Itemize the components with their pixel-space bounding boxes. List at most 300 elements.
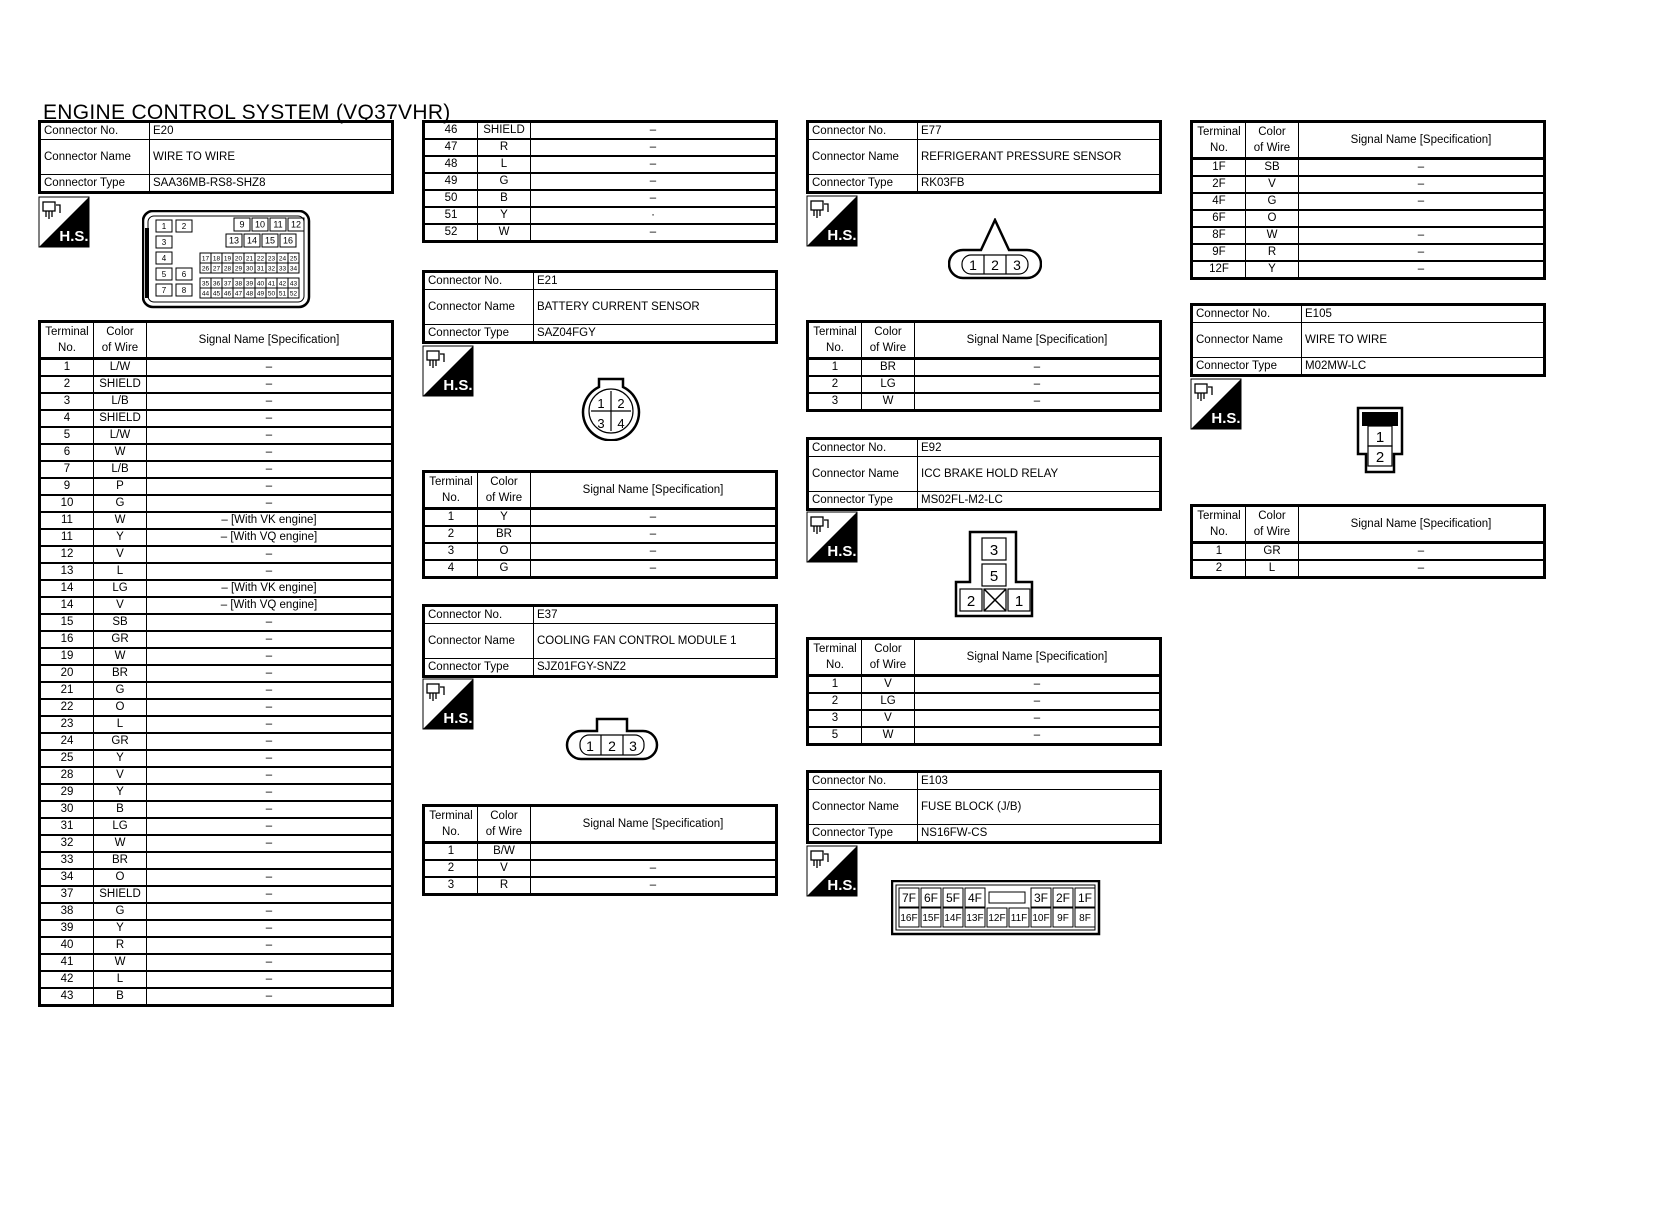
table-row (40, 682, 393, 699)
table-row (40, 359, 393, 377)
signal-name-cell: – (147, 444, 393, 461)
signal-name-cell: – (531, 224, 777, 242)
signal-name-cell: – (147, 716, 393, 733)
signal-name-cell: – (147, 631, 393, 648)
signal-name-cell: – (915, 710, 1161, 727)
harness-side-icon (422, 678, 474, 730)
terminal-no-header: Terminal No. (808, 639, 862, 676)
terminal-no-cell: 28 (40, 767, 94, 784)
signal-name-cell: – (915, 393, 1161, 411)
pin-label: 26 (201, 265, 210, 273)
table-row (40, 801, 393, 818)
wire-color-cell: V (94, 597, 147, 614)
terminal-no-cell: 10 (40, 495, 94, 512)
table-row (40, 818, 393, 835)
pin-label: 1 (597, 396, 605, 411)
page-title: ENGINE CONTROL SYSTEM (VQ37VHR) (43, 101, 451, 124)
pin-label: 13F (966, 913, 984, 925)
pin-label: 31 (256, 265, 265, 273)
table-row (40, 767, 393, 784)
wire-color-cell: G (1246, 193, 1299, 210)
terminal-no-cell: 19 (40, 648, 94, 665)
table-row (40, 461, 393, 478)
terminal-no-cell: 8F (1192, 227, 1246, 244)
terminal-no-cell: 49 (424, 173, 478, 190)
table-row (40, 869, 393, 886)
table-row (40, 512, 393, 529)
signal-name-cell: – (147, 784, 393, 801)
terminal-no-cell: 34 (40, 869, 94, 886)
table-row (40, 495, 393, 512)
pin-label: 19 (223, 255, 232, 263)
connector-type-label: Connector Type (808, 175, 918, 193)
terminal-no-cell: 24 (40, 733, 94, 750)
table-row (40, 699, 393, 716)
signal-name-cell: – (1299, 227, 1545, 244)
signal-name-cell: – (531, 509, 777, 527)
terminal-no-cell: 21 (40, 682, 94, 699)
pin-label: 5 (989, 568, 999, 585)
signal-name-cell: – (147, 563, 393, 580)
terminal-table-e21 (422, 470, 778, 579)
pin-label: 3F (1033, 890, 1049, 905)
wire-color-cell: O (94, 869, 147, 886)
connector-name-value: WIRE TO WIRE (1302, 323, 1545, 358)
connector-e77-diagram (948, 218, 1042, 286)
pin-label: 49 (256, 290, 265, 298)
terminal-no-cell: 1 (808, 676, 862, 694)
terminal-table-e20 (38, 320, 394, 1007)
table-row (424, 877, 777, 895)
pin-label: 1 (161, 221, 167, 231)
pin-label: 38 (234, 280, 243, 288)
table-row (40, 937, 393, 954)
table-row (40, 835, 393, 852)
connector-type-label: Connector Type (424, 325, 534, 343)
pin-label: 1 (969, 257, 977, 273)
connector-e103-header (806, 770, 1162, 844)
signal-name-cell: – (531, 877, 777, 895)
table-row (808, 676, 1161, 694)
signal-name-cell: – (147, 410, 393, 427)
color-header: Color of Wire (862, 639, 915, 676)
table-row (424, 560, 777, 578)
terminal-no-cell: 37 (40, 886, 94, 903)
table-row (808, 693, 1161, 710)
signal-name-cell: – (915, 376, 1161, 393)
signal-name-cell: – (915, 727, 1161, 745)
pin-label: 6 (181, 269, 187, 279)
terminal-no-cell: 2 (40, 376, 94, 393)
wire-color-cell: V (1246, 176, 1299, 193)
connector-e20-diagram (142, 210, 312, 310)
wire-color-cell: GR (94, 631, 147, 648)
terminal-no-cell: 3 (808, 393, 862, 411)
signal-header: Signal Name [Specification] (915, 639, 1161, 676)
table-row (424, 190, 777, 207)
connector-e77-header (806, 120, 1162, 194)
signal-name-cell: – (531, 156, 777, 173)
table-row (808, 727, 1161, 745)
wire-color-cell: R (478, 877, 531, 895)
signal-name-cell: – (147, 920, 393, 937)
harness-side-icon (422, 345, 474, 397)
pin-label: 45 (212, 290, 221, 298)
terminal-no-cell: 3 (808, 710, 862, 727)
table-row (40, 648, 393, 665)
signal-name-cell: – (147, 682, 393, 699)
pin-label: 8 (181, 285, 187, 295)
wire-color-cell: BR (94, 852, 147, 869)
signal-name-cell: – (147, 835, 393, 852)
pin-label: 12 (290, 219, 302, 230)
connector-no-label: Connector No. (808, 772, 918, 790)
signal-header: Signal Name [Specification] (915, 322, 1161, 359)
terminal-no-cell: 6 (40, 444, 94, 461)
wire-color-cell: P (94, 478, 147, 495)
wire-color-cell: B (478, 190, 531, 207)
color-header: Color of Wire (862, 322, 915, 359)
signal-name-cell: – (147, 478, 393, 495)
pin-label: 5F (945, 890, 961, 905)
signal-name-cell: – (147, 665, 393, 682)
connector-type-value: M02MW-LC (1302, 358, 1545, 376)
terminal-no-cell: 3 (424, 877, 478, 895)
connector-name-label: Connector Name (808, 457, 918, 492)
terminal-no-cell: 4F (1192, 193, 1246, 210)
pin-label: 3 (629, 738, 637, 754)
signal-name-cell: – (531, 173, 777, 190)
signal-name-cell: – (531, 860, 777, 877)
pin-label: 10 (254, 219, 266, 230)
terminal-table-e105 (1190, 504, 1546, 579)
table-row (40, 886, 393, 903)
table-row (40, 988, 393, 1006)
wire-color-cell: LG (862, 376, 915, 393)
pin-label: 36 (212, 280, 221, 288)
pin-label: 10F (1032, 913, 1050, 925)
wire-color-cell: L/B (94, 393, 147, 410)
connector-name-label: Connector Name (808, 790, 918, 825)
signal-header: Signal Name [Specification] (531, 472, 777, 509)
terminal-no-cell: 2 (424, 526, 478, 543)
connector-type-label: Connector Type (808, 492, 918, 510)
signal-name-cell (147, 852, 393, 869)
pin-label: 51 (278, 290, 287, 298)
table-row (40, 631, 393, 648)
harness-side-icon (806, 195, 858, 247)
signal-name-cell: – (1299, 244, 1545, 261)
pin-label: 11F (1010, 913, 1028, 925)
table-row (424, 207, 777, 224)
table-row (1192, 227, 1545, 244)
wire-color-cell: SB (1246, 159, 1299, 177)
wire-color-cell: SHIELD (478, 122, 531, 140)
wire-color-cell: L (94, 971, 147, 988)
terminal-no-header: Terminal No. (1192, 506, 1246, 543)
connector-e21-diagram (575, 373, 647, 441)
connector-name-value: ICC BRAKE HOLD RELAY (918, 457, 1161, 492)
table-row (40, 529, 393, 546)
signal-name-cell: – (147, 971, 393, 988)
pin-label: 3 (989, 542, 999, 559)
terminal-no-cell: 33 (40, 852, 94, 869)
pin-label: 6F (923, 890, 939, 905)
wire-color-cell: G (478, 560, 531, 578)
wire-color-cell: LG (94, 580, 147, 597)
terminal-no-cell: 5 (40, 427, 94, 444)
connector-e37-header (422, 604, 778, 678)
connector-type-value: SJZ01FGY-SNZ2 (534, 659, 777, 677)
wire-color-cell: LG (94, 818, 147, 835)
terminal-table-e77 (806, 320, 1162, 412)
terminal-no-cell: 3 (424, 543, 478, 560)
pin-label: 40 (256, 280, 265, 288)
connector-no-label: Connector No. (1192, 305, 1302, 323)
pin-label: 33 (278, 265, 287, 273)
terminal-table-e37 (422, 804, 778, 896)
terminal-no-cell: 29 (40, 784, 94, 801)
pin-label: 1 (1014, 593, 1024, 610)
terminal-no-cell: 15 (40, 614, 94, 631)
hs-label: H.S. (827, 543, 857, 560)
signal-name-cell: – (147, 801, 393, 818)
signal-name-cell: – (531, 543, 777, 560)
terminal-no-header: Terminal No. (424, 472, 478, 509)
terminal-no-cell: 52 (424, 224, 478, 242)
wire-color-cell: Y (478, 509, 531, 527)
wire-color-cell: Y (94, 750, 147, 767)
wire-color-cell: L/W (94, 427, 147, 444)
terminal-no-cell: 50 (424, 190, 478, 207)
table-row (40, 716, 393, 733)
terminal-no-cell: 47 (424, 139, 478, 156)
pin-label: 39 (245, 280, 254, 288)
connector-no-value: E21 (534, 272, 777, 290)
harness-side-icon (1190, 378, 1242, 430)
pin-label: 37 (223, 280, 232, 288)
table-row (40, 478, 393, 495)
connector-no-label: Connector No. (808, 122, 918, 140)
pin-label: 9 (239, 219, 245, 230)
pin-label: 1F (1077, 890, 1093, 905)
pin-label: 4F (967, 890, 983, 905)
terminal-no-cell: 43 (40, 988, 94, 1006)
wire-color-cell: W (94, 648, 147, 665)
connector-name-label: Connector Name (808, 140, 918, 175)
table-row (40, 665, 393, 682)
pin-label: 41 (267, 280, 276, 288)
pin-label: 2 (617, 396, 625, 411)
table-row (1192, 176, 1545, 193)
terminal-no-cell: 39 (40, 920, 94, 937)
wire-color-cell: BR (478, 526, 531, 543)
table-row (40, 954, 393, 971)
table-row (40, 376, 393, 393)
pin-label: 4 (617, 416, 625, 431)
wire-color-cell: G (94, 903, 147, 920)
signal-name-cell: – (147, 427, 393, 444)
wire-color-cell: G (94, 495, 147, 512)
wire-color-cell: V (862, 710, 915, 727)
wire-color-cell: B (94, 988, 147, 1006)
wire-color-cell: V (94, 546, 147, 563)
pin-label: 3 (597, 416, 605, 431)
wire-color-cell: O (478, 543, 531, 560)
color-header: Color of Wire (1246, 122, 1299, 159)
table-row (424, 139, 777, 156)
terminal-no-cell: 31 (40, 818, 94, 835)
terminal-no-cell: 41 (40, 954, 94, 971)
pin-label: 47 (234, 290, 243, 298)
pin-label: 7F (901, 890, 917, 905)
connector-name-label: Connector Name (424, 624, 534, 659)
signal-name-cell: – (147, 393, 393, 410)
signal-name-cell: – (147, 869, 393, 886)
connector-name-label: Connector Name (40, 140, 150, 175)
wire-color-cell: BR (862, 359, 915, 377)
connector-name-label: Connector Name (424, 290, 534, 325)
wire-color-cell: L/W (94, 359, 147, 377)
wire-color-cell: SB (94, 614, 147, 631)
signal-name-cell: – (531, 526, 777, 543)
wire-color-cell: V (94, 767, 147, 784)
pin-label: 44 (201, 290, 210, 298)
table-row (424, 509, 777, 527)
signal-header: Signal Name [Specification] (1299, 506, 1545, 543)
table-row (40, 393, 393, 410)
wire-color-cell: GR (1246, 543, 1299, 561)
table-row (1192, 261, 1545, 279)
terminal-no-cell: 9F (1192, 244, 1246, 261)
pin-label: 14F (944, 913, 962, 925)
pin-label: 16F (900, 913, 918, 925)
pin-label: 15F (922, 913, 940, 925)
pin-label: 42 (278, 280, 287, 288)
pin-label: 2 (181, 221, 187, 231)
pin-label: 3 (1013, 257, 1021, 273)
pin-label: 17 (201, 255, 210, 263)
wire-color-cell: LG (862, 693, 915, 710)
table-row (40, 920, 393, 937)
table-row (424, 526, 777, 543)
pin-label: 1 (1375, 429, 1385, 446)
wire-color-cell: W (478, 224, 531, 242)
connector-type-value: MS02FL-M2-LC (918, 492, 1161, 510)
wire-color-cell: GR (94, 733, 147, 750)
pin-label: 27 (212, 265, 221, 273)
wire-color-cell: W (1246, 227, 1299, 244)
pin-label: 25 (289, 255, 298, 263)
connector-e37-diagram (565, 716, 659, 762)
terminal-no-cell: 2 (808, 376, 862, 393)
terminal-no-cell: 1 (808, 359, 862, 377)
pin-label: 18 (212, 255, 221, 263)
connector-e92-diagram (954, 530, 1036, 618)
wire-color-cell: W (94, 444, 147, 461)
terminal-no-cell: 5 (808, 727, 862, 745)
wire-color-cell: Y (94, 784, 147, 801)
wire-color-cell: L (94, 716, 147, 733)
table-row (424, 173, 777, 190)
hs-label: H.S. (443, 377, 473, 394)
terminal-no-cell: 25 (40, 750, 94, 767)
terminal-no-header: Terminal No. (40, 322, 94, 359)
table-row (40, 614, 393, 631)
table-row (424, 122, 777, 140)
terminal-table-e20-cont (422, 120, 778, 243)
connector-type-value: NS16FW-CS (918, 825, 1161, 843)
pin-label: 52 (289, 290, 298, 298)
color-header: Color of Wire (94, 322, 147, 359)
signal-name-cell: – [With VK engine] (147, 580, 393, 597)
wire-color-cell: W (94, 954, 147, 971)
terminal-no-cell: 1 (424, 843, 478, 861)
wire-color-cell: W (862, 727, 915, 745)
signal-name-cell: – [With VK engine] (147, 512, 393, 529)
connector-type-value: SAZ04FGY (534, 325, 777, 343)
pin-label: 20 (234, 255, 243, 263)
hs-label: H.S. (443, 710, 473, 727)
pin-cell (989, 892, 1025, 903)
connector-type-value: SAA36MB-RS8-SHZ8 (150, 175, 393, 193)
terminal-no-cell: 2F (1192, 176, 1246, 193)
harness-side-icon (38, 196, 90, 248)
terminal-no-cell: 13 (40, 563, 94, 580)
signal-name-cell: – (147, 495, 393, 512)
signal-name-cell: – [With VQ engine] (147, 597, 393, 614)
wire-color-cell: Y (478, 207, 531, 224)
pin-label: 14 (246, 235, 258, 246)
signal-name-cell: – (147, 954, 393, 971)
terminal-no-cell: 1F (1192, 159, 1246, 177)
hs-label: H.S. (827, 227, 857, 244)
signal-name-cell: – (147, 733, 393, 750)
pin-label: 15 (264, 235, 276, 246)
pin-label: 1 (586, 738, 594, 754)
pin-label: 22 (256, 255, 265, 263)
signal-name-cell: – (147, 359, 393, 377)
table-row (40, 427, 393, 444)
terminal-no-cell: 30 (40, 801, 94, 818)
connector-e103-diagram (891, 880, 1101, 936)
connector-name-value: BATTERY CURRENT SENSOR (534, 290, 777, 325)
pin-label: 43 (289, 280, 298, 288)
pin-label: 35 (201, 280, 210, 288)
pin-label: 24 (278, 255, 287, 263)
signal-name-cell: – (915, 676, 1161, 694)
wire-color-cell: SHIELD (94, 376, 147, 393)
hs-label: H.S. (59, 228, 89, 245)
terminal-no-cell: 2 (424, 860, 478, 877)
wire-color-cell: R (94, 937, 147, 954)
wire-color-cell: R (478, 139, 531, 156)
terminal-no-cell: 12F (1192, 261, 1246, 279)
pin-label: 8F (1079, 913, 1091, 925)
signal-name-cell: – (147, 461, 393, 478)
terminal-no-cell: 1 (424, 509, 478, 527)
terminal-no-header: Terminal No. (1192, 122, 1246, 159)
table-row (40, 903, 393, 920)
connector-e92-header (806, 437, 1162, 511)
hs-label: H.S. (827, 877, 857, 894)
terminal-no-cell: 2 (808, 693, 862, 710)
color-header: Color of Wire (1246, 506, 1299, 543)
signal-name-cell (531, 843, 777, 861)
table-row (40, 546, 393, 563)
signal-name-cell: – (147, 648, 393, 665)
wire-color-cell: L (478, 156, 531, 173)
